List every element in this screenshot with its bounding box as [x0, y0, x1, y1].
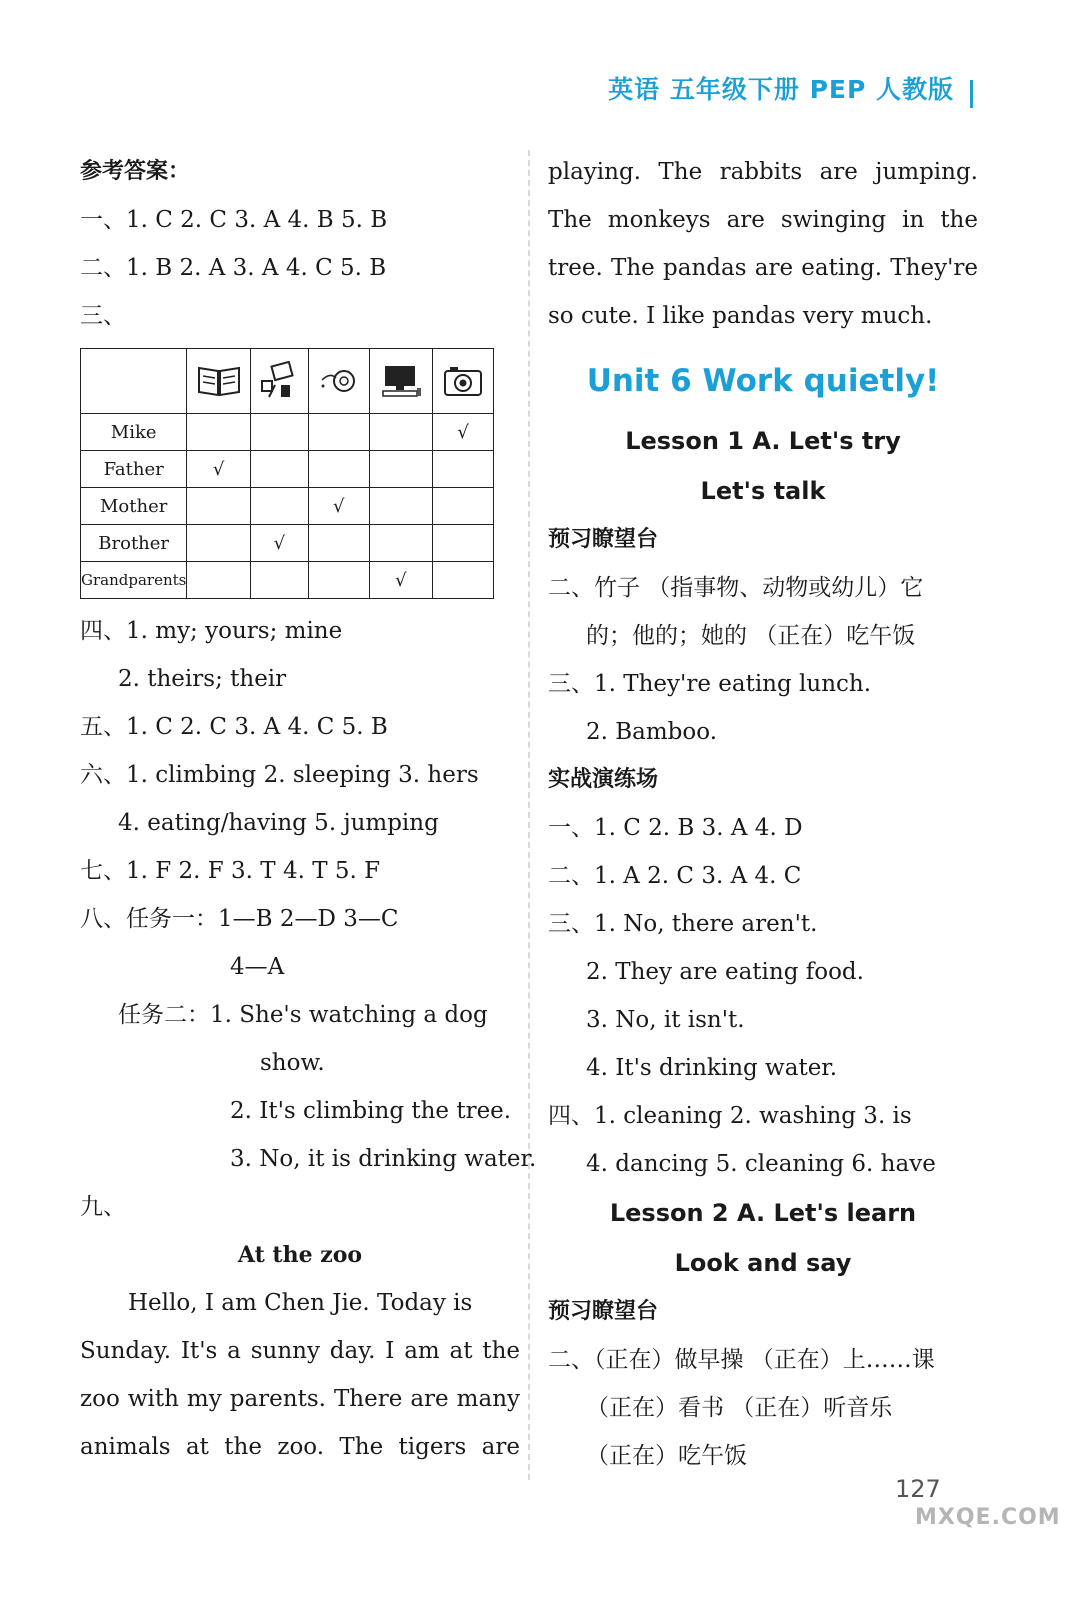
hobby-table [80, 348, 494, 599]
answer-line: 三、1. No, there aren't. [548, 911, 818, 937]
check-cell: √ [369, 562, 433, 599]
answer-line: 六、1. climbing 2. sleeping 3. hers [80, 762, 479, 788]
page-number: 127 [895, 1475, 941, 1503]
check-cell [250, 414, 308, 451]
answer-line: 一、1. C 2. C 3. A 4. B 5. B [80, 207, 388, 233]
passage-line: zoo with my parents. There are many [80, 1386, 520, 1412]
watermark: MXQE.COM [915, 1505, 1061, 1530]
lesson-title: Lesson 1 A. Let's try [625, 427, 901, 455]
answer-line: 四、1. my; yours; mine [80, 618, 343, 644]
check-cell [308, 562, 369, 599]
passage-line: Hello, I am Chen Jie. Today is [128, 1290, 473, 1316]
answer-line: 三、1. They're eating lunch. [548, 671, 872, 697]
answer-line: 3. No, it is drinking water. [230, 1146, 537, 1172]
check-cell [308, 451, 369, 488]
check-cell: √ [250, 525, 308, 562]
row-name: Brother [81, 525, 187, 562]
answer-line: 4. eating/having 5. jumping [118, 810, 439, 836]
answer-line: 四、1. cleaning 2. washing 3. is [548, 1103, 912, 1129]
check-cell: √ [187, 451, 251, 488]
answer-line: 二、竹子 （指事物、动物或幼儿）它 [548, 575, 924, 601]
right-column [548, 148, 978, 1480]
section-heading: 预习瞭望台 [548, 527, 659, 552]
book-icon [187, 349, 251, 414]
table-row [81, 451, 494, 488]
paint-icon [250, 349, 308, 414]
row-name: Father [81, 451, 187, 488]
answer-line: 二、（正在）做早操 （正在）上……课 [548, 1347, 935, 1373]
check-cell [187, 525, 251, 562]
check-cell [433, 525, 494, 562]
page-header: 英语 五年级下册 PEP 人教版 [608, 75, 954, 104]
check-cell [433, 488, 494, 525]
passage-line: The monkeys are swinging in the [548, 207, 978, 233]
answer-line: 3. No, it isn't. [586, 1007, 745, 1033]
answer-line: show. [260, 1050, 325, 1076]
table-row [81, 525, 494, 562]
check-cell [369, 451, 433, 488]
table-corner-cell [81, 349, 187, 414]
passage-title: At the zoo [237, 1242, 363, 1268]
passage-line: tree. The pandas are eating. They're [548, 255, 978, 281]
passage-line: Sunday. It's a sunny day. I am at the [80, 1338, 520, 1364]
row-name: Grandparents [81, 562, 187, 599]
answer-line: 2. Bamboo. [586, 719, 718, 745]
camera-icon [433, 349, 494, 414]
answer-line: 任务二：1. She's watching a dog [118, 1002, 488, 1028]
answer-line: 八、任务一：1—B 2—D 3—C [80, 906, 399, 932]
column-divider [528, 150, 530, 1480]
table-row [81, 414, 494, 451]
answer-line: 4—A [230, 954, 285, 980]
answer-line: 二、1. A 2. C 3. A 4. C [548, 863, 802, 889]
answer-line: 2. It's climbing the tree. [230, 1098, 512, 1124]
lesson-subtitle: Look and say [674, 1249, 852, 1277]
passage-line: so cute. I like pandas very much. [548, 303, 933, 329]
row-name: Mother [81, 488, 187, 525]
section-heading: 实战演练场 [548, 767, 659, 792]
table-row [81, 562, 494, 599]
table-header-row [81, 349, 494, 414]
answer-line: 三、 [80, 303, 126, 329]
answer-line: 4. dancing 5. cleaning 6. have [586, 1151, 936, 1177]
check-cell [433, 562, 494, 599]
check-cell [187, 562, 251, 599]
passage-line: playing. The rabbits are jumping. [548, 159, 978, 185]
check-cell [187, 488, 251, 525]
header-bar [970, 80, 973, 108]
computer-icon [369, 349, 433, 414]
answer-line: （正在）看书 （正在）听音乐 [586, 1395, 893, 1421]
answer-line: 二、1. B 2. A 3. A 4. C 5. B [80, 255, 387, 281]
check-cell [369, 488, 433, 525]
check-cell: √ [433, 414, 494, 451]
row-name: Mike [81, 414, 187, 451]
left-column [80, 148, 537, 1471]
check-cell [250, 451, 308, 488]
answer-line: 一、1. C 2. B 3. A 4. D [548, 815, 803, 841]
answer-line: 的；他的；她的 （正在）吃午饭 [586, 623, 916, 649]
answer-line: 五、1. C 2. C 3. A 4. C 5. B [80, 714, 388, 740]
lesson-subtitle: Let's talk [700, 477, 826, 505]
answer-line: （正在）吃午饭 [586, 1443, 747, 1469]
gramophone-icon [308, 349, 369, 414]
check-cell [187, 414, 251, 451]
check-cell [308, 525, 369, 562]
unit-title: Unit 6 Work quietly! [586, 363, 940, 399]
passage-line: animals at the zoo. The tigers are [80, 1434, 520, 1460]
answer-line: 七、1. F 2. F 3. T 4. T 5. F [80, 858, 381, 884]
answers-title: 参考答案： [80, 159, 191, 184]
lesson-title: Lesson 2 A. Let's learn [609, 1199, 917, 1227]
check-cell [369, 525, 433, 562]
answer-line: 4. It's drinking water. [586, 1055, 838, 1081]
check-cell [433, 451, 494, 488]
check-cell [369, 414, 433, 451]
table-row [81, 488, 494, 525]
answer-line: 2. theirs; their [118, 666, 287, 692]
section-heading: 预习瞭望台 [548, 1299, 659, 1324]
check-cell [250, 562, 308, 599]
check-cell: √ [308, 488, 369, 525]
check-cell [250, 488, 308, 525]
check-cell [308, 414, 369, 451]
answer-line: 九、 [80, 1194, 126, 1220]
answer-line: 2. They are eating food. [586, 959, 864, 985]
